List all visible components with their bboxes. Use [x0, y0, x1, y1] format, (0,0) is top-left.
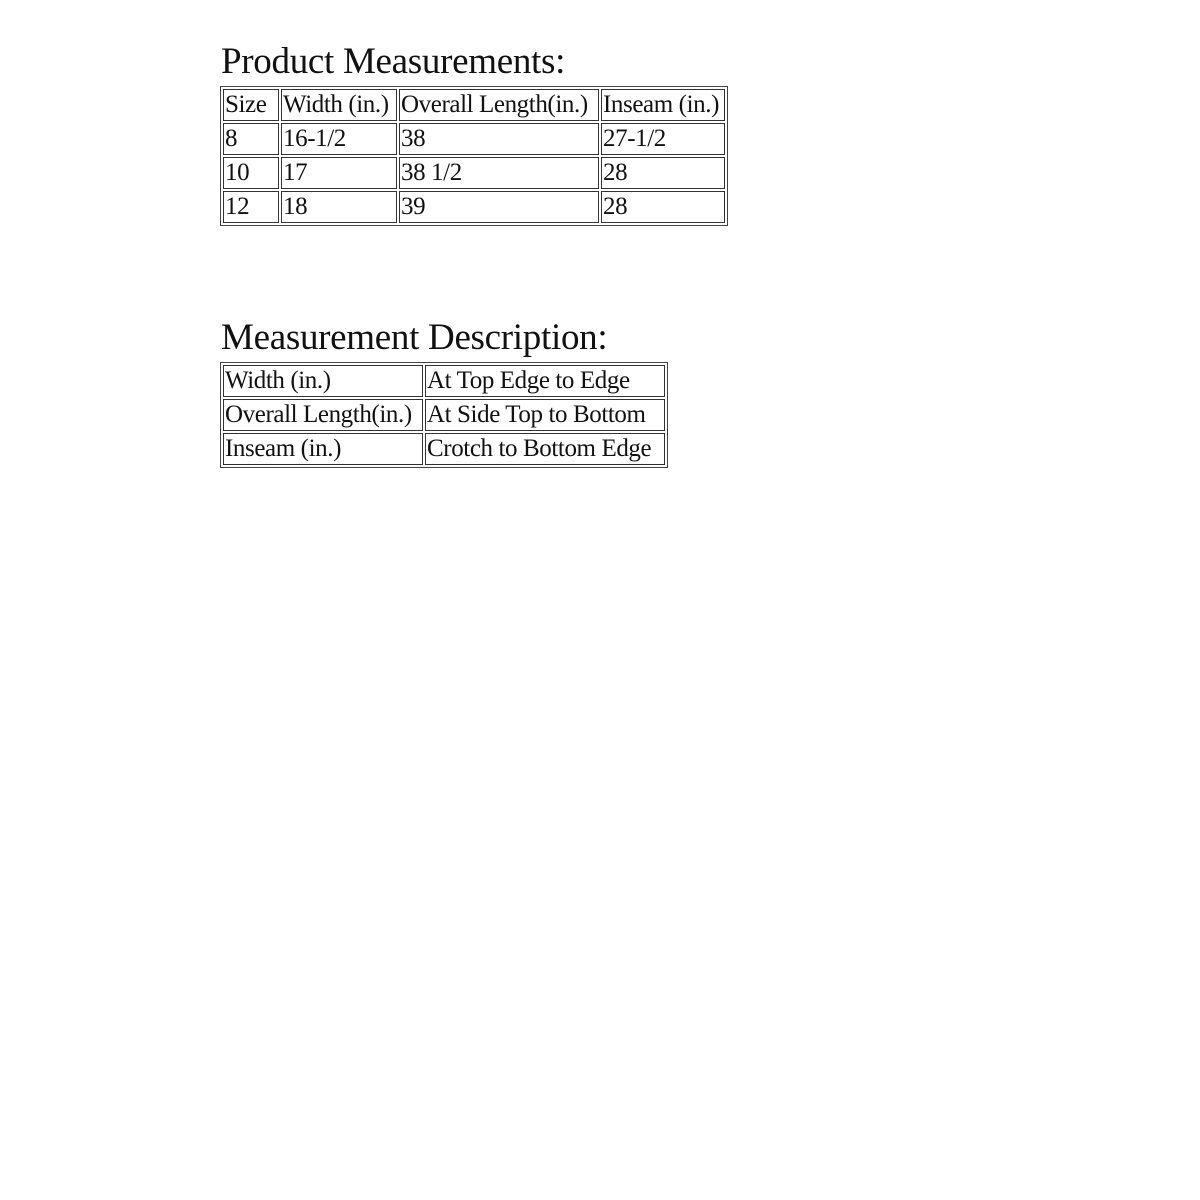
cell-description: Crotch to Bottom Edge: [425, 433, 665, 465]
cell-description: At Side Top to Bottom: [425, 399, 665, 431]
header-width: Width (in.): [281, 89, 397, 121]
measurement-description-heading: Measurement Description:: [221, 317, 608, 358]
table-row: [223, 191, 725, 223]
cell-measurement: Overall Length(in.): [223, 399, 423, 431]
header-overall-length: Overall Length(in.): [399, 89, 599, 121]
measurement-description-table: [220, 362, 668, 468]
cell-measurement: Inseam (in.): [223, 433, 423, 465]
product-measurements-heading: Product Measurements:: [221, 41, 566, 82]
cell-overall-length: 38: [399, 123, 599, 155]
cell-width: 17: [281, 157, 397, 189]
cell-size: 12: [223, 191, 279, 223]
cell-description: At Top Edge to Edge: [425, 365, 665, 397]
measurement-description-section: [221, 316, 668, 468]
cell-width: 18: [281, 191, 397, 223]
cell-inseam: 28: [601, 191, 725, 223]
cell-measurement: Width (in.): [223, 365, 423, 397]
cell-inseam: 28: [601, 157, 725, 189]
product-measurements-section: [221, 40, 728, 226]
table-header-row: [223, 89, 725, 121]
header-size: Size: [223, 89, 279, 121]
table-row: [223, 365, 665, 397]
product-measurements-table: [220, 86, 728, 226]
table-row: [223, 157, 725, 189]
cell-size: 8: [223, 123, 279, 155]
header-inseam: Inseam (in.): [601, 89, 725, 121]
cell-overall-length: 38 1/2: [399, 157, 599, 189]
table-row: [223, 433, 665, 465]
table-row: [223, 399, 665, 431]
cell-overall-length: 39: [399, 191, 599, 223]
cell-width: 16-1/2: [281, 123, 397, 155]
cell-size: 10: [223, 157, 279, 189]
table-row: [223, 123, 725, 155]
cell-inseam: 27-1/2: [601, 123, 725, 155]
